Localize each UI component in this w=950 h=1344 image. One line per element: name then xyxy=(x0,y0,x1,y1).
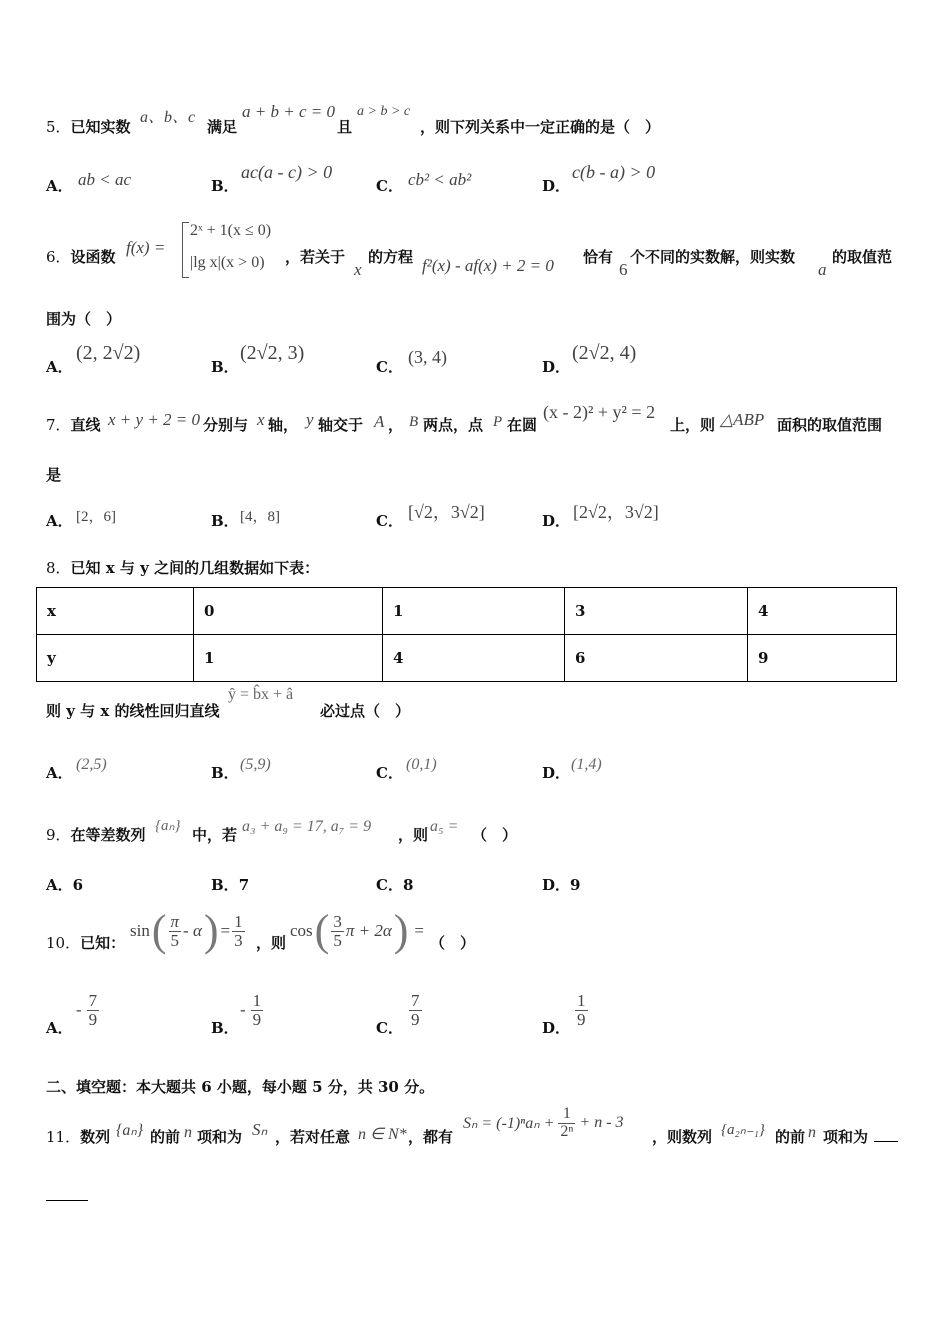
q7-option-a: [2，6] xyxy=(76,509,116,525)
q6-function-name: f(x) = xyxy=(126,238,166,257)
q9-option-d: D．9 xyxy=(542,876,581,894)
table-cell: 9 xyxy=(748,635,897,682)
q9-option-c: C．8 xyxy=(376,876,414,894)
q8-option-d: (1,4) xyxy=(571,756,602,773)
q5-option-c-label: C． xyxy=(376,177,403,195)
question-5: 5．已知实数 xyxy=(46,118,131,136)
answer-blank[interactable] xyxy=(874,1141,898,1142)
table-cell: 1 xyxy=(194,635,383,682)
q5-option-d-label: D． xyxy=(542,177,571,195)
q11-odd-subsequence: {a₂ₙ₋₁} xyxy=(721,1122,765,1138)
q10-option-a: - $\frac{7}{9}$ xyxy=(76,991,98,1029)
q11-sum-formula: Sₙ = (-1)ⁿaₙ + $\frac{1}{\text{2ⁿ}}$ + n - 3 xyxy=(463,1104,624,1140)
q6-case-2: |lg x|(x > 0) xyxy=(190,254,265,271)
q8-option-b: (5,9) xyxy=(240,756,271,773)
q8-regression-formula: ŷ = b̂x + â xyxy=(228,686,294,703)
q7-option-b: [4，8] xyxy=(240,509,280,525)
question-9: 9．在等差数列 xyxy=(46,826,146,844)
table-cell: 6 xyxy=(565,635,748,682)
q6-option-b: (2√2, 3) xyxy=(240,342,305,364)
table-cell: 1 xyxy=(383,588,565,635)
question-11: 11．数列 xyxy=(46,1128,111,1146)
q10-option-b: - $\frac{1}{9}$ xyxy=(240,991,262,1029)
q5-option-d: c(b - a) > 0 xyxy=(572,162,656,182)
q5-option-b: ac(a - c) > 0 xyxy=(241,162,333,182)
q5-option-a: ab < ac xyxy=(78,170,132,189)
q6-brace xyxy=(182,222,189,278)
q5-option-a-label: A． xyxy=(46,177,73,195)
q7-option-d: [2√2，3√2] xyxy=(573,502,659,522)
table-cell: 0 xyxy=(194,588,383,635)
q7-line-equation: x + y + 2 = 0 xyxy=(108,410,201,429)
answer-blank-continued[interactable] xyxy=(46,1200,88,1201)
question-8: 8．已知 x 与 y 之间的几组数据如下表： xyxy=(46,559,320,577)
q6-equation: f²(x) - af(x) + 2 = 0 xyxy=(422,256,554,275)
q8-option-a: (2,5) xyxy=(76,756,107,773)
table-cell: 3 xyxy=(565,588,748,635)
q5-option-b-label: B． xyxy=(211,177,239,195)
q11-sequence: {aₙ} xyxy=(116,1122,144,1139)
q6-option-d: (2√2, 4) xyxy=(572,342,637,364)
q9-option-b: B．7 xyxy=(211,876,250,894)
q9-option-a: A．6 xyxy=(46,876,84,894)
q5-number: 5． xyxy=(46,118,71,136)
q10-target: cos ( $\frac{3}{5}$ π + 2α ) = xyxy=(290,906,424,955)
table-cell: x xyxy=(37,588,194,635)
table-cell: 4 xyxy=(383,635,565,682)
q6-option-c: (3, 4) xyxy=(408,347,447,367)
q9-sequence: {aₙ} xyxy=(155,818,181,834)
q7-triangle: △ABP xyxy=(720,410,765,429)
question-6: 6．设函数 xyxy=(46,248,116,266)
q9-condition: a₃ + a₉ = 17, a₇ = 9 xyxy=(242,818,372,835)
section-heading: 二、填空题：本大题共 6 小题，每小题 5 分，共 30 分。 xyxy=(46,1078,435,1096)
q10-option-c: $\frac{7}{9}$ xyxy=(411,991,420,1029)
q5-condition-order: a > b > c xyxy=(357,104,411,119)
q9-target: a₅ = xyxy=(430,818,459,835)
question-7: 7．直线 xyxy=(46,416,101,434)
q6-option-a: (2, 2√2) xyxy=(76,342,141,364)
table-row xyxy=(37,635,897,682)
data-table xyxy=(36,587,897,682)
q6-case-1: 2ˣ + 1(x ≤ 0) xyxy=(190,222,272,239)
q5-option-c: cb² < ab² xyxy=(408,170,472,189)
table-cell: 4 xyxy=(748,588,897,635)
q7-option-c: [√2，3√2] xyxy=(408,502,485,522)
table-row xyxy=(37,588,897,635)
q7-circle-equation: (x - 2)² + y² = 2 xyxy=(543,402,656,422)
q8-option-c: (0,1) xyxy=(406,756,437,773)
q5-vars: a、b、c xyxy=(140,109,196,126)
table-cell: y xyxy=(37,635,194,682)
question-10: 10．已知： xyxy=(46,934,126,952)
q10-given: sin ( $\frac{\pi}{5}$ - α ) = $\frac{1}{3}$ xyxy=(130,906,243,955)
q10-option-d: $\frac{1}{9}$ xyxy=(577,991,586,1029)
q11-condition: n ∈ N* xyxy=(358,1126,407,1143)
q5-condition-sum: a + b + c = 0 xyxy=(242,102,335,121)
